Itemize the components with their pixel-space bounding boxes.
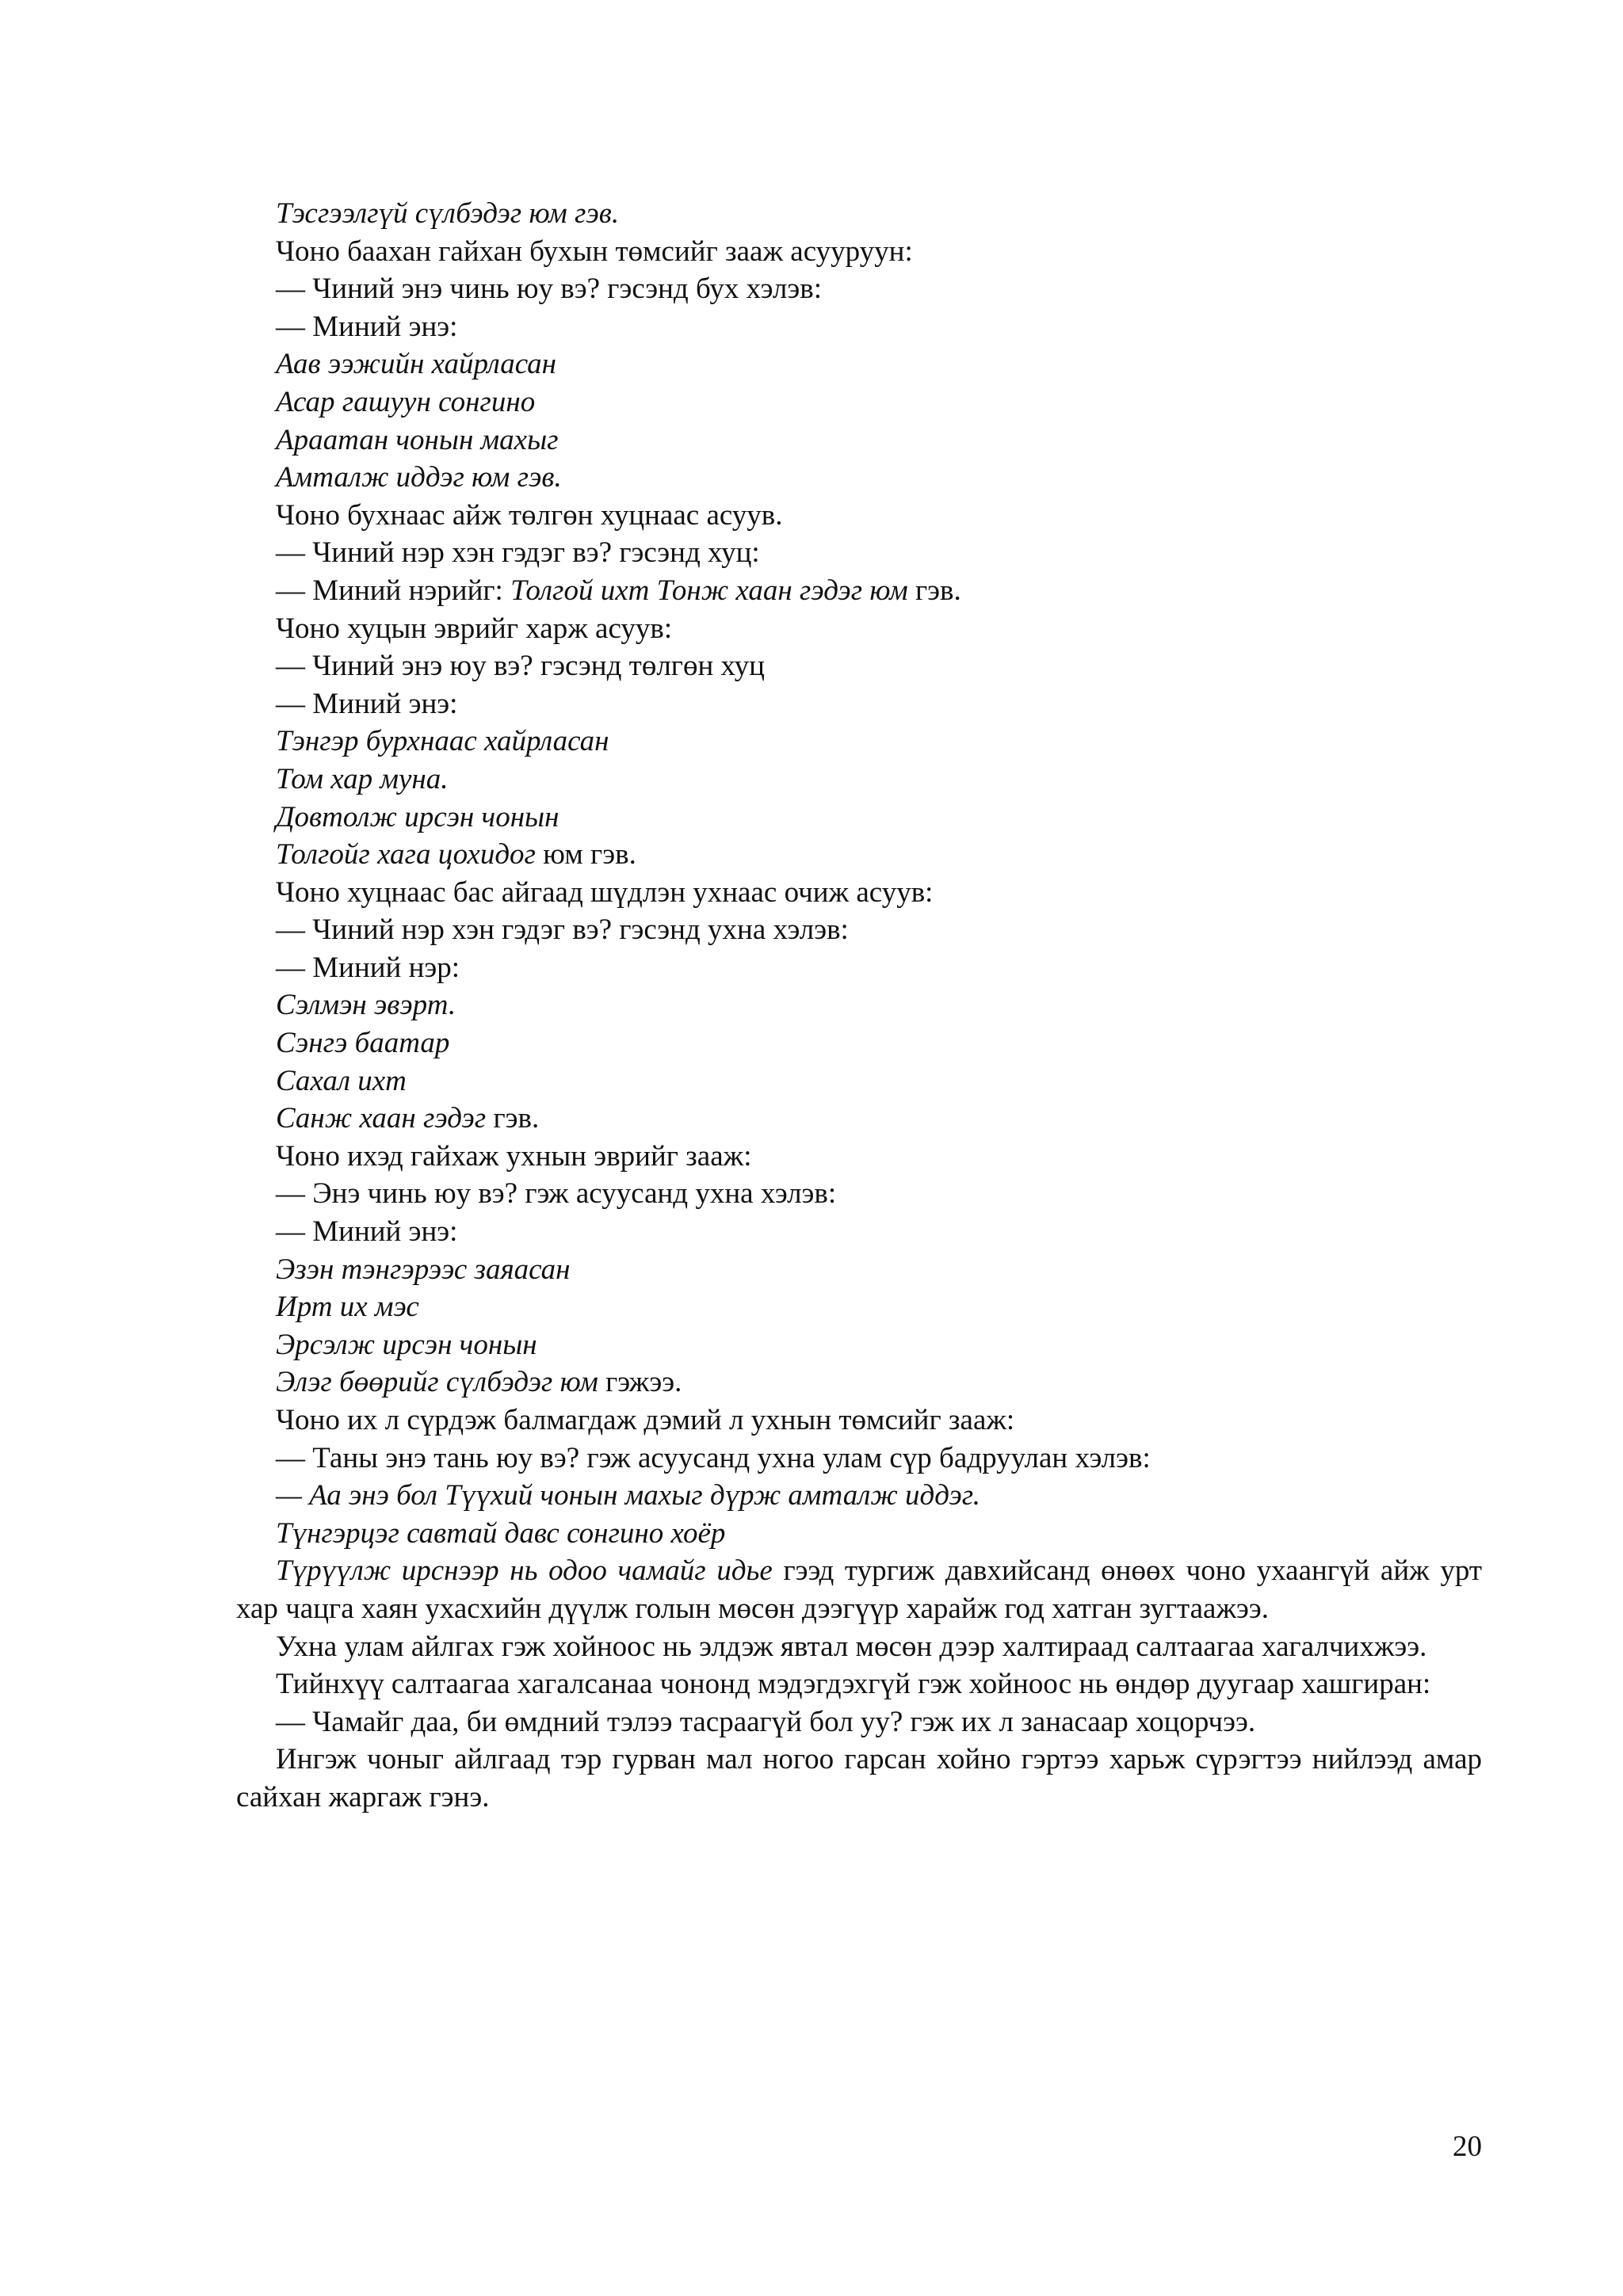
- italic-text: Санж хаан гэдэг: [276, 1102, 487, 1135]
- paragraph: [236, 1741, 1482, 1816]
- italic-text: Толгойг хага цохидог: [276, 838, 536, 871]
- text-line: [236, 572, 1482, 610]
- italic-text: Эрсэлж ирсэн чонын: [276, 1328, 537, 1361]
- italic-text: Түрүүлж ирснээр нь одоо чамайг идье: [276, 1554, 773, 1588]
- plain-text: Чоно их л сүрдэж балмагдаж дэмий л ухнын төмсийг зааж:: [276, 1404, 1015, 1436]
- text-line: [236, 874, 1482, 912]
- text-line: [236, 1440, 1482, 1478]
- plain-text: — Чиний энэ чинь юу вэ? гэсэнд бух хэлэв:: [276, 273, 822, 306]
- italic-text: Араатан чонын махыг: [276, 423, 559, 456]
- plain-text: — Таны энэ тань юу вэ? гэж асуусанд ухна улам сүр бадруулан хэлэв:: [276, 1441, 1151, 1474]
- plain-text: гэв.: [907, 574, 961, 607]
- plain-text: — Миний энэ:: [276, 687, 458, 720]
- text-line: [236, 497, 1482, 535]
- plain-text: — Миний нэр:: [276, 951, 460, 984]
- italic-text: Сэлмэн эвэрт.: [276, 989, 456, 1022]
- text-line: [236, 986, 1482, 1024]
- plain-text: — Чиний нэр хэн гэдэг вэ? гэсэнд ухна хэлэв:: [276, 913, 849, 947]
- text-line: [236, 949, 1482, 987]
- text-line: [236, 345, 1482, 383]
- plain-text: гээд тургиж давхийсанд өнөөх чоно ухаангүй айж урт хар чацга хаян ухасхийн дүүлж голын мөсөн дээгүүр харайж год хатган зугтаажээ.: [236, 1554, 1483, 1625]
- text-line: [236, 1100, 1482, 1138]
- plain-text: Чоно бухнаас айж төлгөн хуцнаас асуув.: [276, 498, 783, 532]
- text-line: [236, 610, 1482, 648]
- plain-text: юм гэв.: [535, 838, 636, 871]
- italic-text: Эзэн тэнгэрээс заяасан: [276, 1253, 571, 1286]
- plain-text: Ухна улам айлгах гэж хойноос нь элдэж явтал мөсөн дээр халтираад салтаагаа хагалчихжээ.: [276, 1630, 1427, 1663]
- text-line: [236, 1062, 1482, 1100]
- text-line: [236, 534, 1482, 572]
- text-line: [236, 459, 1482, 497]
- text-line: [236, 1288, 1482, 1326]
- page-number: 20: [1453, 2130, 1482, 2163]
- italic-text: Аа энэ бол Түүхий чонын махыг дүрж амталж иддэг.: [309, 1479, 980, 1512]
- prefix-text: — Миний нэрийг:: [276, 574, 511, 607]
- story-text: [236, 195, 1482, 1817]
- text-line: [236, 1363, 1482, 1402]
- paragraph: [236, 1703, 1482, 1741]
- text-line: [236, 1251, 1482, 1289]
- italic-text: Сахал ихт: [276, 1064, 407, 1097]
- plain-text: — Энэ чинь юу вэ? гэж асуусанд ухна хэлэв:: [276, 1177, 837, 1211]
- plain-text: Чоно хуцнаас бас айгаад шүдлэн ухнаас очиж асуув:: [276, 875, 934, 909]
- italic-text: Ирт их мэс: [276, 1291, 419, 1324]
- text-line: [236, 270, 1482, 308]
- paragraph: [236, 1665, 1482, 1703]
- text-line: [236, 1175, 1482, 1213]
- italic-text: Сэнгэ баатар: [276, 1027, 450, 1060]
- text-line: [236, 1213, 1482, 1251]
- text-line: [236, 1477, 1482, 1515]
- plain-text: — Чиний нэр хэн гэдэг вэ? гэсэнд хуц:: [276, 536, 760, 570]
- prefix-text: —: [276, 1479, 310, 1512]
- italic-text: Түнгэрцэг савтай давс сонгино хоёр: [276, 1516, 726, 1550]
- italic-text: Асар гашуун сонгино: [276, 385, 536, 418]
- text-line: [236, 761, 1482, 799]
- text-line: [236, 685, 1482, 723]
- text-line: [236, 421, 1482, 460]
- italic-text: Том хар муна.: [276, 762, 449, 795]
- text-line: [236, 1515, 1482, 1553]
- plain-text: гэжээ.: [598, 1366, 682, 1399]
- plain-text: — Миний энэ:: [276, 310, 458, 343]
- italic-text: Толгой ихт Тонж хаан гэдэг юм: [510, 574, 908, 607]
- paragraph: [236, 1552, 1482, 1627]
- plain-text: — Чамайг даа, би өмдний тэлээ тасраагүй бол уу? гэж их л занасаар хоцорчээ.: [276, 1705, 1256, 1738]
- italic-text: Тэнгэр бурхнаас хайрласан: [276, 725, 609, 758]
- italic-text: Довтолж ирсэн чонын: [276, 800, 559, 833]
- text-line: [236, 1402, 1482, 1440]
- italic-text: Амталж иддэг юм гэв.: [276, 461, 562, 494]
- text-line: [236, 1138, 1482, 1176]
- plain-text: Чоно баахан гайхан бухын төмсийг зааж асууруун:: [276, 235, 913, 268]
- italic-text: Элэг бөөрийг сүлбэдэг юм: [276, 1366, 598, 1399]
- plain-text: Чоно хуцын эврийг харж асуув:: [276, 612, 673, 645]
- plain-text: Ингэж чоныг айлгаад тэр гурван мал ногоо гарсан хойно гэртээ харьж сүрэгтээ нийлээд амар сайхан жаргаж гэнэ.: [236, 1743, 1482, 1814]
- text-line: [236, 1024, 1482, 1062]
- plain-text: — Миний энэ:: [276, 1215, 458, 1249]
- text-line: [236, 383, 1482, 421]
- plain-text: Тийнхүү салтаагаа хагалсанаа чононд мэдэгдэхгүй гэж хойноос нь өндөр дуугаар хашгиран:: [276, 1668, 1431, 1701]
- text-line: [236, 911, 1482, 949]
- plain-text: Чоно ихэд гайхаж ухнын эврийг зааж:: [276, 1139, 752, 1173]
- paragraph: [236, 1628, 1482, 1666]
- text-line: [236, 647, 1482, 685]
- italic-text: Тэсгээлгүй сүлбэдэг юм гэв.: [276, 197, 620, 230]
- plain-text: гэв.: [486, 1102, 540, 1135]
- text-line: [236, 195, 1482, 233]
- text-line: [236, 799, 1482, 837]
- text-line: [236, 723, 1482, 761]
- text-line: [236, 836, 1482, 874]
- text-line: [236, 1326, 1482, 1364]
- text-line: [236, 308, 1482, 346]
- text-line: [236, 233, 1482, 271]
- italic-text: Аав ээжийн хайрласан: [276, 348, 557, 381]
- plain-text: — Чиний энэ юу вэ? гэсэнд төлгөн хуц: [276, 650, 765, 683]
